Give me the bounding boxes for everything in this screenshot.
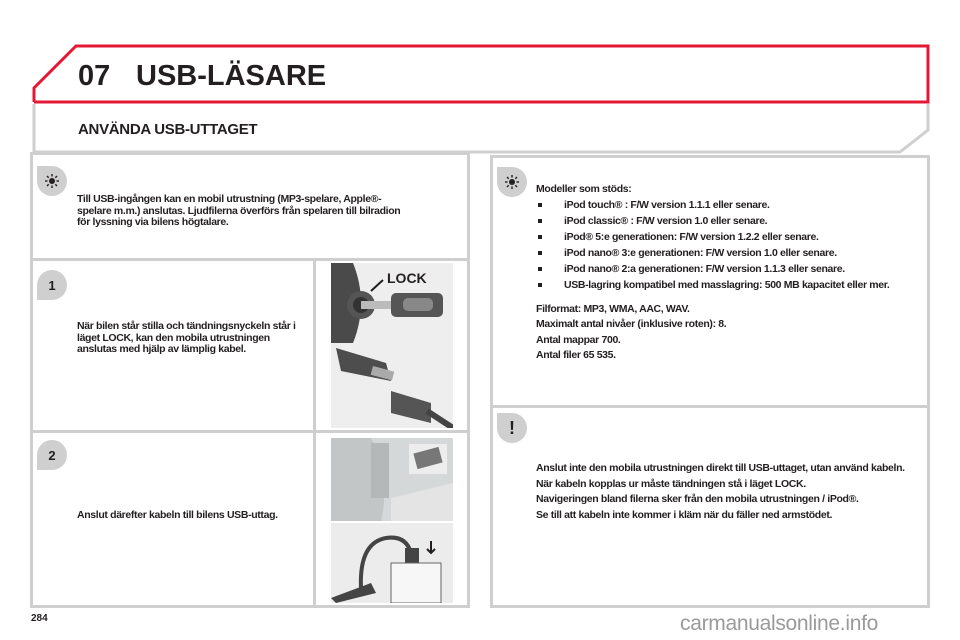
step-number-badge bbox=[37, 440, 67, 470]
divider bbox=[313, 258, 316, 608]
divider bbox=[30, 430, 470, 433]
exclamation-icon: ! bbox=[497, 413, 527, 443]
list-item: iPod nano® 3:e generationen: F/W version 1.0 eller senare. bbox=[536, 248, 921, 260]
key-lock-usb-illustration bbox=[331, 263, 453, 428]
intro-text: Till USB-ingången kan en mobil utrustning (MP3-spelare, Apple®-spelare m.m.) anslutas. Ljudfilerna överförs från spelaren till bilradion för lyssning via bilens högtalare. bbox=[77, 193, 401, 228]
step-number: 1 bbox=[48, 277, 56, 293]
warning-line: Navigeringen bland filerna sker från den mobila utrustningen / iPod®. bbox=[536, 493, 859, 505]
chapter-title: USB-LÄSARE bbox=[136, 60, 327, 92]
list-item: iPod® 5:e generationen: F/W version 1.2.2 eller senare. bbox=[536, 232, 921, 244]
warning-line: När kabeln kopplas ur måste tändningen stå i läget LOCK. bbox=[536, 477, 806, 490]
warning-text bbox=[536, 463, 911, 525]
supported-models bbox=[536, 184, 921, 366]
list-item: USB-lagring kompatibel med masslagring: 500 MB kapacitet eller mer. bbox=[536, 280, 891, 292]
cable-connect-illustration bbox=[331, 523, 453, 603]
models-list bbox=[536, 200, 921, 292]
list-item: iPod classic® : F/W version 1.0 eller senare. bbox=[536, 216, 921, 228]
list-item: iPod nano® 2:a generationen: F/W version 1.1.3 eller senare. bbox=[536, 264, 921, 276]
step-1-text: När bilen står stilla och tändningsnyckeln står i läget LOCK, kan den mobila utrustningen anslutas med hjälp av lämplig kabel. bbox=[77, 320, 296, 355]
lightbulb-icon bbox=[37, 166, 67, 196]
lightbulb-icon bbox=[497, 167, 527, 197]
step-number-badge bbox=[37, 270, 67, 300]
divider bbox=[30, 258, 470, 261]
watermark: carmanualsonline.info bbox=[680, 612, 878, 635]
spec-folder-count: Antal mappar 700. bbox=[536, 333, 621, 346]
divider bbox=[490, 405, 930, 408]
models-heading: Modeller som stöds: bbox=[536, 183, 632, 195]
page-number: 284 bbox=[31, 613, 48, 624]
section-title: ANVÄNDA USB-UTTAGET bbox=[78, 121, 258, 138]
step-number: 2 bbox=[48, 447, 56, 463]
step-2-text: Anslut därefter kabeln till bilens USB-uttag. bbox=[77, 509, 278, 521]
warning-line: Se till att kabeln inte kommer i kläm när du fäller ned armstödet. bbox=[536, 508, 833, 521]
list-item: iPod touch® : F/W version 1.1.1 eller senare. bbox=[536, 200, 921, 212]
svg-text:LOCK: LOCK bbox=[387, 270, 427, 286]
warning-line: Anslut inte den mobila utrustningen direkt till USB-uttaget, utan använd kabeln. bbox=[536, 462, 905, 474]
armrest-usb-illustration bbox=[331, 438, 453, 521]
chapter-number: 07 bbox=[78, 60, 111, 92]
spec-max-levels: Maximalt antal nivåer (inklusive roten): 8. bbox=[536, 318, 727, 330]
spec-file-count: Antal filer 65 535. bbox=[536, 349, 616, 361]
spec-file-format: Filformat: MP3, WMA, AAC, WAV. bbox=[536, 302, 690, 315]
